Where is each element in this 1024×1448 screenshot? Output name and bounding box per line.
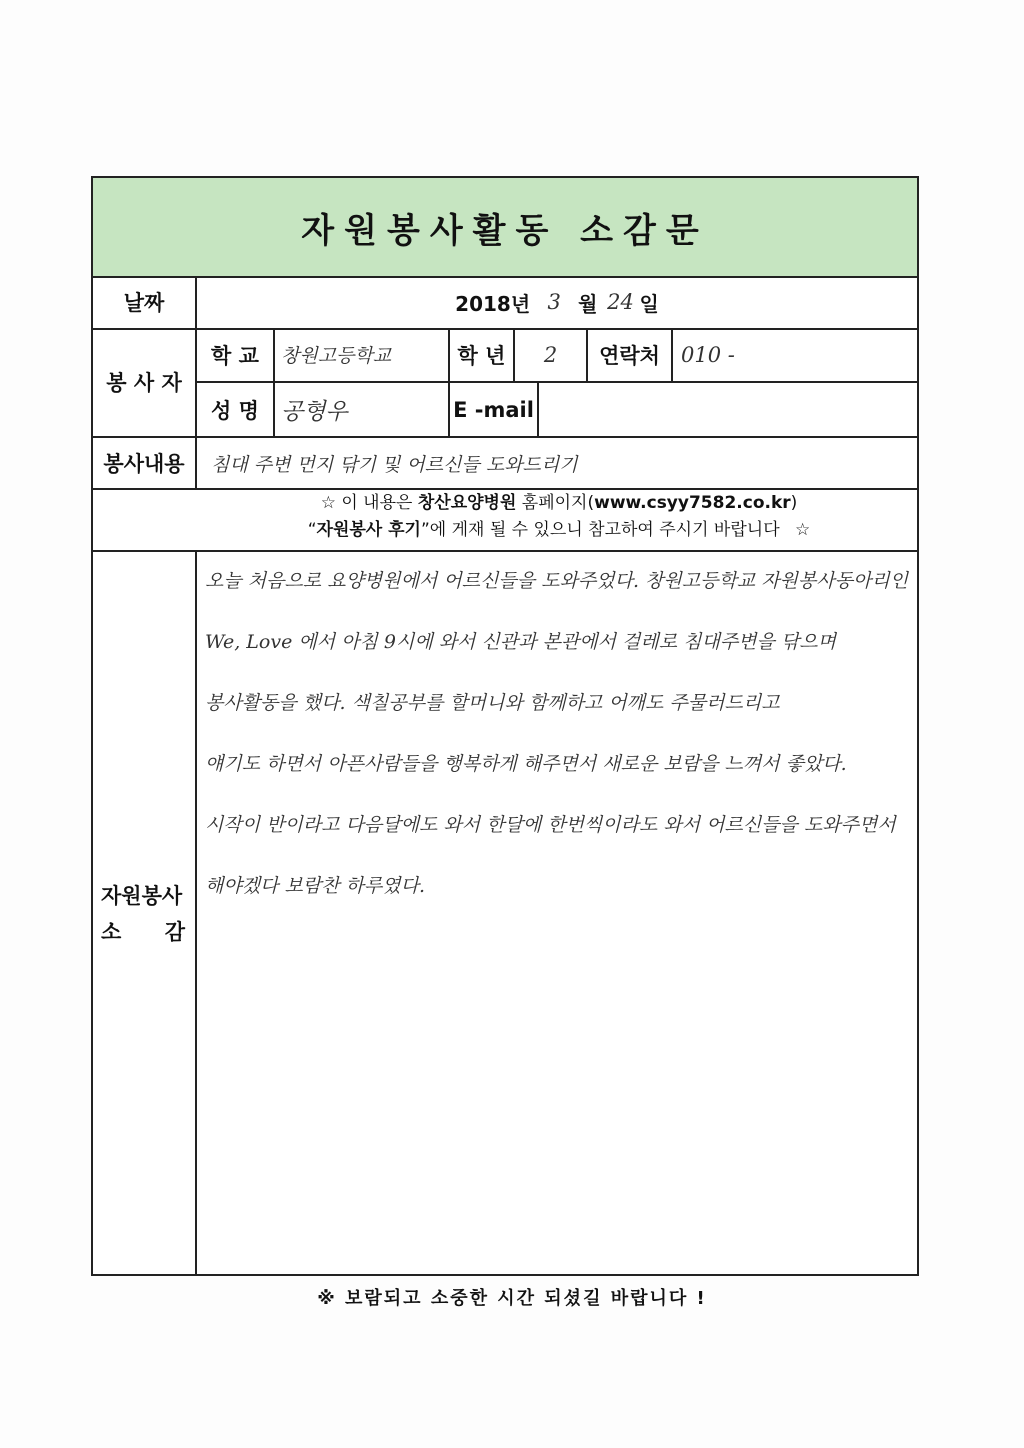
service-content-label: 봉사내용 <box>103 452 185 476</box>
impressions-label-char: 소 <box>101 920 122 944</box>
grade-label: 학 년 <box>457 343 506 368</box>
notice-line-2 <box>199 517 919 544</box>
title-band <box>93 178 917 278</box>
essay-line: 해야겠다 보람찬 하루였다. <box>205 875 426 897</box>
hospital-name: 창산요양병원 <box>417 493 517 513</box>
essay-line: We, Love 에서 아침 9시에 와서 신관과 본관에서 걸레로 침대주변을 닦으며 <box>205 631 836 653</box>
contact-label: 연락처 <box>599 343 660 368</box>
date-field[interactable] <box>197 276 917 328</box>
email-field[interactable] <box>545 383 917 436</box>
impressions-label-line-2 <box>93 910 195 946</box>
contact-field[interactable]: 010 - <box>681 342 735 367</box>
notice-text: ) <box>790 493 798 513</box>
impressions-label-char: 감 <box>164 920 185 944</box>
volunteer-report-form <box>91 176 919 1276</box>
column-divider <box>273 328 275 436</box>
impressions-label-line-1: 자원봉사 <box>101 884 183 908</box>
hospital-url[interactable]: www.csyy7582.co.kr <box>594 493 791 513</box>
footer-message: ※ 보람되고 소중한 시간 되셨길 바랍니다 ! <box>317 1288 707 1309</box>
publication-notice <box>199 490 919 550</box>
essay-line: 오늘 처음으로 요양병원에서 어르신들을 도와주었다. 창원고등학교 자원봉사동아리인 <box>205 570 909 592</box>
email-label: E -mail <box>453 397 534 422</box>
month-value: 3 <box>547 290 561 314</box>
star-icon: ☆ <box>795 520 811 540</box>
row-divider <box>93 550 917 552</box>
notice-line-1 <box>199 490 919 517</box>
column-divider <box>195 550 197 1274</box>
day-value: 24 <box>607 290 634 314</box>
essay-line: 시작이 반이라고 다음달에도 와서 한달에 한번씩이라도 와서 어르신들을 도와주면서 <box>205 814 896 836</box>
month-unit: 월 <box>578 291 598 316</box>
notice-bold-text: 자원봉사 후기 <box>316 520 421 540</box>
impressions-label <box>93 552 195 1274</box>
day-unit: 일 <box>639 291 659 316</box>
notice-text: ”에 게재 될 수 있으니 참고하여 주시기 바랍니다 <box>420 520 780 540</box>
notice-text: 홈페이지( <box>516 493 595 513</box>
name-label: 성 명 <box>211 398 259 423</box>
school-label: 학 교 <box>211 343 259 368</box>
impressions-text-area[interactable] <box>205 556 915 922</box>
star-icon: ☆ <box>320 493 336 513</box>
notice-text: 이 내용은 <box>341 493 418 513</box>
essay-line: 얘기도 하면서 아픈사람들을 행복하게 해주면서 새로운 보람을 느껴서 좋았다. <box>205 753 847 775</box>
column-divider <box>537 381 539 436</box>
form-title: 자원봉사활동 소감문 <box>301 210 709 251</box>
name-field[interactable]: 공형우 <box>281 399 348 425</box>
date-label: 날짜 <box>123 291 165 315</box>
service-content-field[interactable]: 침대 주변 먼지 닦기 및 어르신들 도와드리기 <box>211 453 578 476</box>
school-field[interactable]: 창원고등학교 <box>281 345 392 367</box>
column-divider <box>671 328 673 381</box>
notice-text: “ <box>307 520 317 540</box>
grade-field[interactable]: 2 <box>543 342 558 367</box>
essay-line: 봉사활동을 했다. 색칠공부를 할머니와 함께하고 어깨도 주물러드리고 <box>205 692 780 714</box>
volunteer-label: 봉 사 자 <box>106 371 182 395</box>
year-text: 2018년 <box>455 291 531 316</box>
